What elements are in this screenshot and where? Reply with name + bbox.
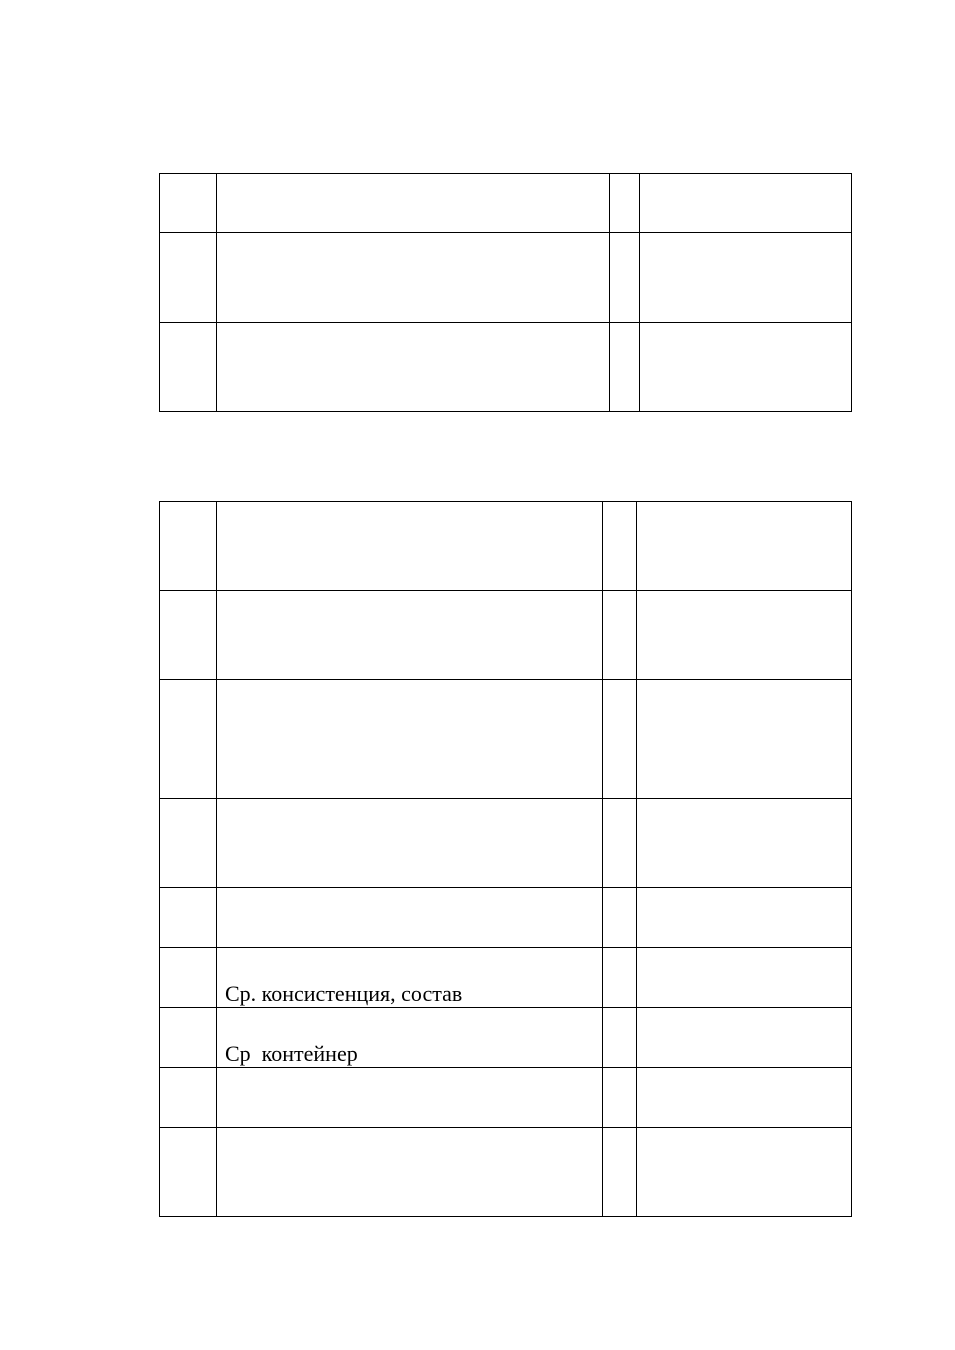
table-cell	[217, 502, 603, 591]
table-cell	[160, 888, 217, 948]
table-cell	[637, 948, 852, 1008]
table-cell	[160, 233, 217, 323]
table-cell	[217, 323, 610, 412]
table-cell	[217, 591, 603, 680]
table-row	[160, 799, 852, 888]
table-cell	[610, 174, 640, 233]
table-cell	[637, 888, 852, 948]
table-cell	[217, 233, 610, 323]
table-row	[160, 174, 852, 233]
table-cell	[160, 680, 217, 799]
table-cell	[640, 174, 852, 233]
table-cell	[160, 502, 217, 591]
table-cell	[160, 1008, 217, 1068]
table-row	[160, 1128, 852, 1217]
table-cell	[610, 323, 640, 412]
table-cell	[637, 1128, 852, 1217]
table-cell	[603, 1008, 637, 1068]
table-row	[160, 888, 852, 948]
table-cell	[160, 174, 217, 233]
table-cell	[603, 1068, 637, 1128]
table-cell	[217, 888, 603, 948]
table-cell	[217, 174, 610, 233]
table-1	[159, 173, 852, 412]
table-row	[160, 680, 852, 799]
table-cell	[160, 1128, 217, 1217]
table-row	[160, 1068, 852, 1128]
table-row	[160, 323, 852, 412]
table-cell	[603, 680, 637, 799]
table-cell	[603, 799, 637, 888]
table-cell	[160, 591, 217, 680]
table-cell	[637, 1008, 852, 1068]
table-cell	[603, 502, 637, 591]
table-cell	[640, 233, 852, 323]
table-cell	[217, 1068, 603, 1128]
table-cell	[217, 1128, 603, 1217]
table-cell	[160, 323, 217, 412]
table-cell	[637, 591, 852, 680]
table-cell	[217, 799, 603, 888]
table-cell	[603, 888, 637, 948]
table-cell	[160, 948, 217, 1008]
table-cell	[603, 1128, 637, 1217]
table-cell	[637, 1068, 852, 1128]
table-row	[160, 948, 852, 1008]
table-cell	[160, 1068, 217, 1128]
table-cell	[217, 948, 603, 1008]
container-label: Ср контейнер	[225, 1041, 358, 1066]
consistency-label: Ср. консистенция, состав	[225, 981, 463, 1006]
table-2	[159, 501, 852, 1217]
table-cell	[217, 1008, 603, 1068]
table-cell	[610, 233, 640, 323]
table-cell	[217, 680, 603, 799]
table-cell	[637, 502, 852, 591]
table-row	[160, 591, 852, 680]
table-cell	[640, 323, 852, 412]
table-cell	[637, 680, 852, 799]
table-cell	[637, 799, 852, 888]
table-row	[160, 1008, 852, 1068]
table-row	[160, 233, 852, 323]
table-cell	[160, 799, 217, 888]
table-cell	[603, 948, 637, 1008]
table-row	[160, 502, 852, 591]
table-cell	[603, 591, 637, 680]
